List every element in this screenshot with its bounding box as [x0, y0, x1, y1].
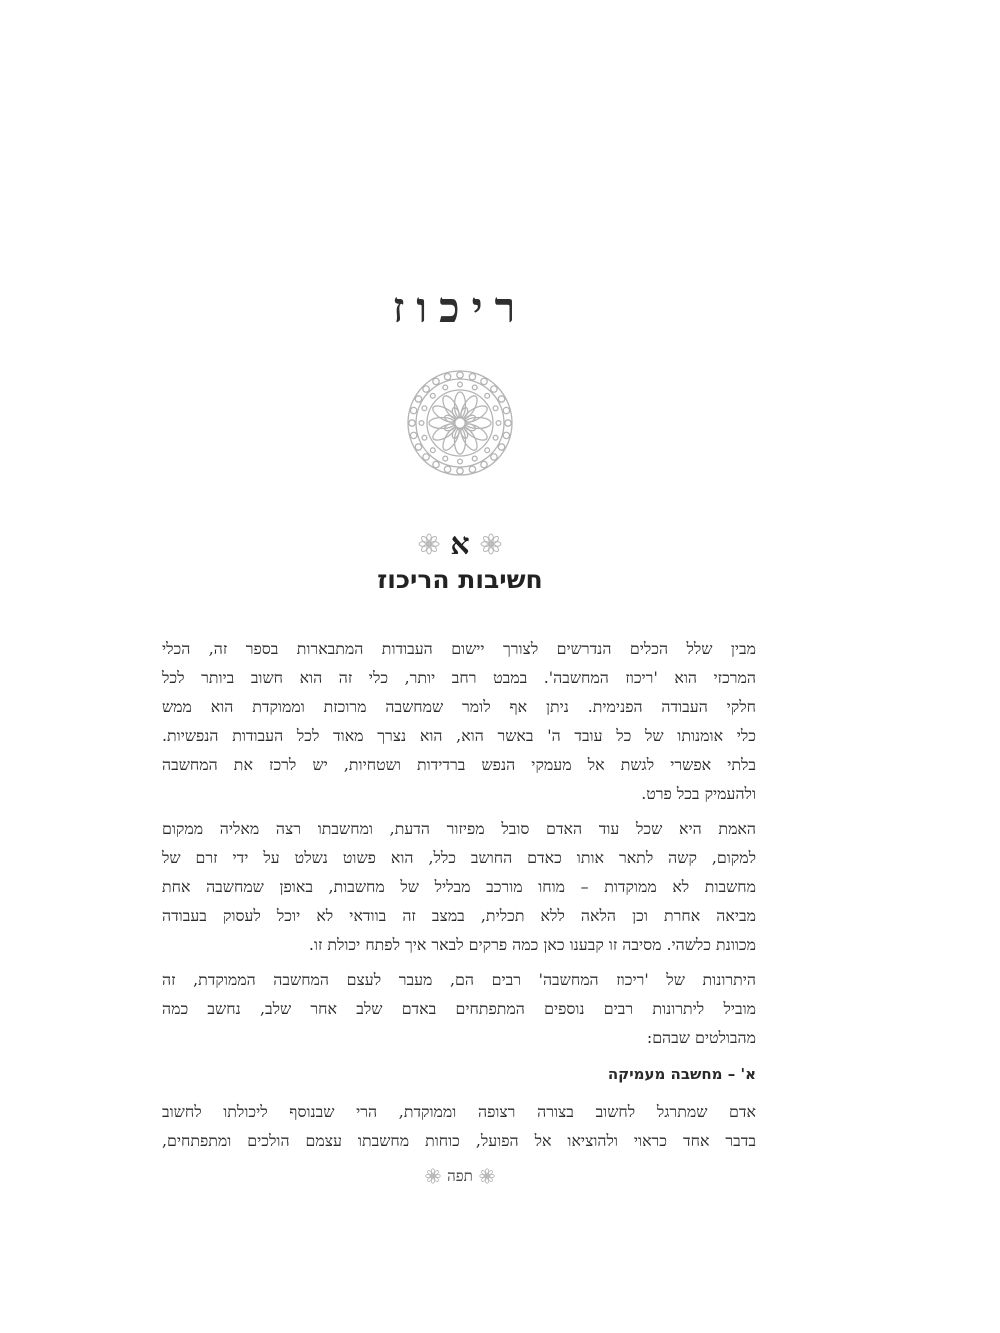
flower-ornament-icon	[418, 533, 440, 555]
text-line: מביאה אחרת וכן הלאה ללא תכלית, במצב זה בוודאי לא יוכל לעסוק בעבודה	[162, 906, 756, 925]
text-line: ולהעמיק בכל פרט.	[641, 784, 756, 803]
paragraph	[162, 1097, 756, 1155]
text-line: כלי אומנותו של כל עובד ה' באשר הוא, הוא נצרך מאוד לכל העבודות הנפשיות.	[162, 726, 756, 745]
text-line: המרכזי הוא 'ריכוז המחשבה'. במבט רחב יותר, כלי זה הוא חשוב ביותר לכל	[162, 668, 756, 687]
page-number-text: תפה	[447, 1166, 473, 1185]
text-line: מהבולטים שבהם:	[646, 1028, 756, 1047]
chapter-letter: א	[450, 526, 470, 562]
flower-ornament-icon	[425, 1168, 441, 1184]
text-line: מבין שלל הכלים הנדרשים לצורך יישום העבודות המתבארות בספר זה, הכלי	[162, 639, 756, 658]
page-number	[0, 1166, 920, 1186]
paragraph	[162, 965, 756, 1052]
text-line: בדבר אחד כראוי ולהוציאו אל הפועל, כוחות מחשבתו עצמם הולכים ומתפתחים,	[162, 1131, 756, 1150]
flower-ornament-icon	[479, 1168, 495, 1184]
text-line: למקום, קשה לתאר אותו כאדם החושב כלל, הוא פשוט נשלט על ידי זרם של	[162, 848, 756, 867]
text-line: בלתי אפשרי לגשת אל מעמקי הנפש ברדידות ושטחיות, יש לרכז את המחשבה	[162, 755, 756, 774]
paragraph	[162, 814, 756, 959]
part-title: ריכוז	[392, 286, 528, 332]
floral-medallion-icon	[405, 368, 515, 478]
text-line: חלקי העבודה הפנימית. ניתן אף לומר שמחשבה מרוכזת וממוקדת הוא ממש	[162, 697, 756, 716]
chapter-title: חשיבות הריכוז	[377, 565, 543, 594]
flower-ornament-icon	[480, 533, 502, 555]
body-text	[162, 634, 756, 1161]
paragraph	[162, 634, 756, 808]
text-line: מוביל ליתרונות רבים נוספים המתפתחים באדם שלב אחר שלב, נחשב כמה	[162, 999, 756, 1018]
text-line: היתרונות של 'ריכוז המחשבה' רבים הם, מעבר לעצם המחשבה הממוקדת, זה	[162, 970, 756, 989]
text-line: אדם שמתרגל לחשוב בצורה רצופה וממוקדת, הרי שבנוסף ליכולתו לחשוב	[162, 1102, 756, 1121]
section-subheading: א' – מחשבה מעמיקה	[607, 1065, 756, 1083]
text-line: האמת היא שכל עוד האדם סובל מפיזור הדעת, ומחשבתו רצה מאליה ממקום	[162, 819, 756, 838]
text-line: מכוונת כלשהי. מסיבה זו קבענו כאן כמה פרקים לבאר איך לפתח יכולת זו.	[308, 935, 756, 954]
chapter-marker	[0, 525, 920, 562]
text-line: מחשבות לא ממוקדות – מוחו מורכב מבליל של מחשבות, באופן שמחשבה אחת	[162, 877, 756, 896]
